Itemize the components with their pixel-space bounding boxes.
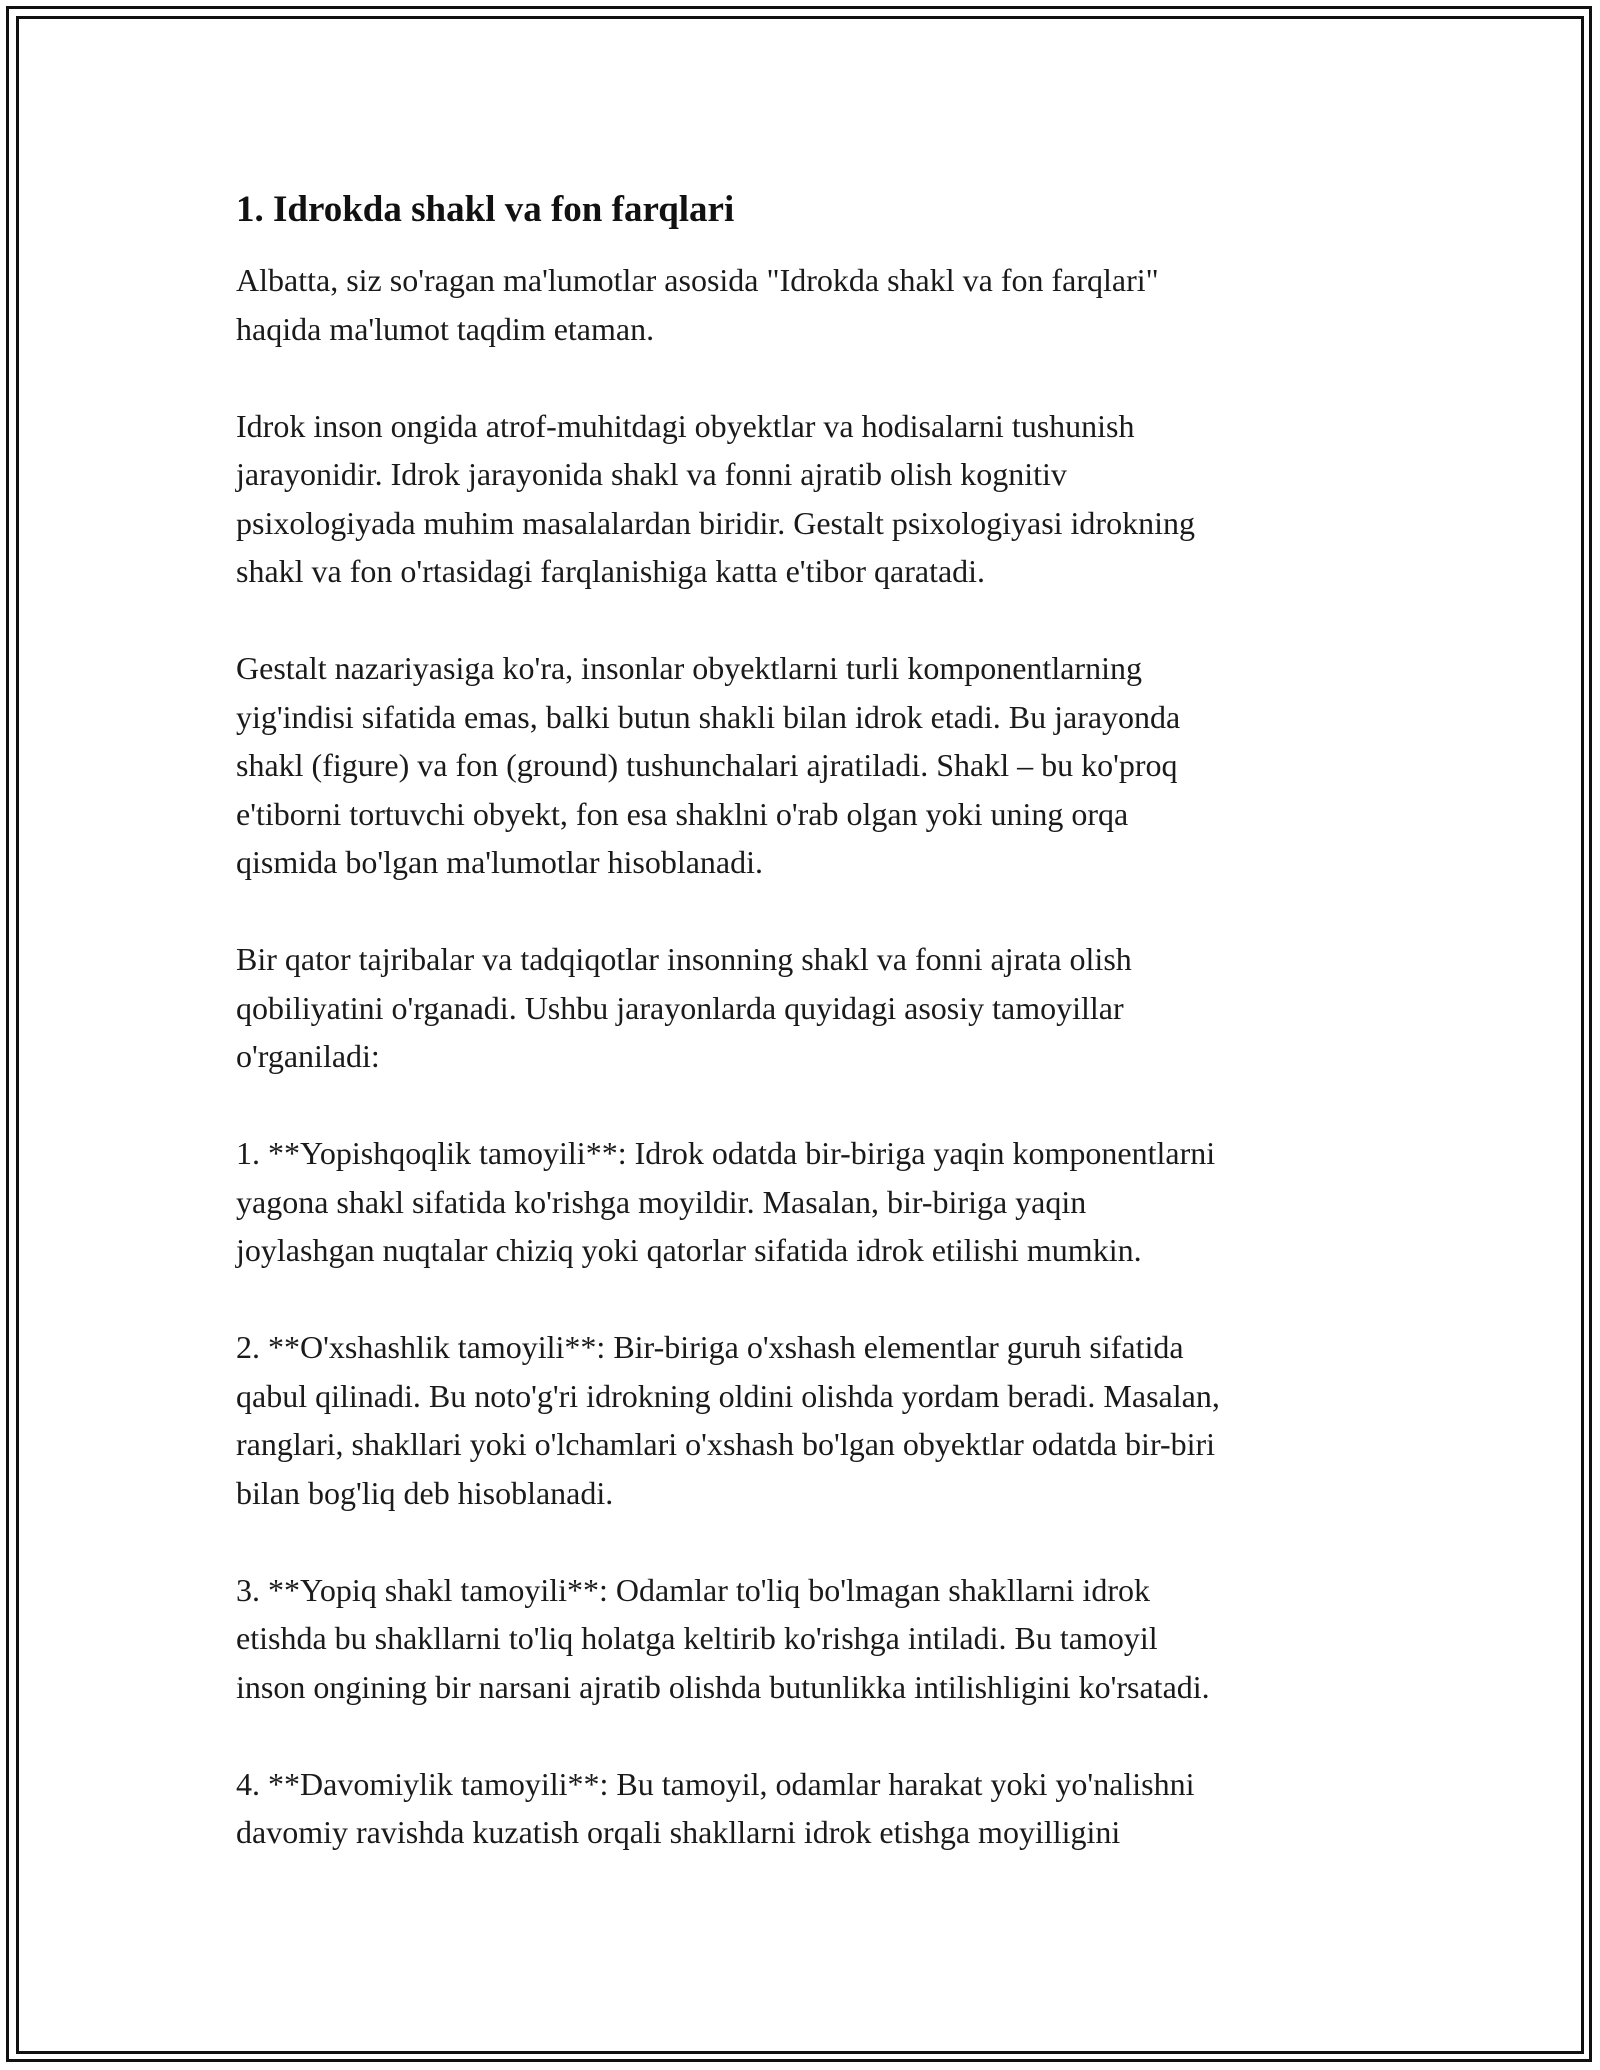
text-line: qismida bo'lgan ma'lumotlar hisoblanadi.	[236, 844, 763, 880]
text-line: jarayonidir. Idrok jarayonida shakl va fonni ajratib olish kognitiv	[236, 456, 1067, 492]
text-line: 2. **O'xshashlik tamoyili**: Bir-biriga o'xshash elementlar guruh sifatida	[236, 1329, 1184, 1365]
text-line: e'tiborni tortuvchi obyekt, fon esa shaklni o'rab olgan yoki uning orqa	[236, 795, 1129, 832]
text-line: psixologiyada muhim masalalardan biridir. Gestalt psixologiyasi idrokning	[236, 504, 1195, 541]
list-item-principle-1	[236, 1129, 1376, 1275]
text-line: 3. **Yopiq shakl tamoyili**: Odamlar to'liq bo'lmagan shakllarni idrok	[236, 1571, 1150, 1608]
text-line: ranglari, shakllari yoki o'lchamlari o'xshash bo'lgan obyektlar odatda bir-biri	[236, 1426, 1216, 1462]
list-item-principle-2	[236, 1323, 1376, 1517]
text-line: Albatta, siz so'ragan ma'lumotlar asosida "Idrokda shakl va fon farqlari"	[236, 262, 1159, 298]
text-line: qabul qilinadi. Bu noto'g'ri idrokning oldini olishda yordam beradi. Masalan,	[236, 1377, 1220, 1414]
text-line: Bir qator tajribalar va tadqiqotlar insonning shakl va fonni ajrata olish	[236, 941, 1132, 977]
text-line: yagona shakl sifatida ko'rishga moyildir. Masalan, bir-biriga yaqin	[236, 1183, 1087, 1220]
text-line: bilan bog'liq deb hisoblanadi.	[236, 1474, 614, 1511]
text-line: Gestalt nazariyasiga ko'ra, insonlar obyektlarni turli komponentlarning	[236, 650, 1142, 686]
text-line: o'rganiladi:	[236, 1038, 380, 1074]
text-line: qobiliyatini o'rganadi. Ushbu jarayonlarda quyidagi asosiy tamoyillar	[236, 989, 1124, 1026]
text-line: haqida ma'lumot taqdim etaman.	[236, 310, 655, 347]
text-line: shakl (figure) va fon (ground) tushunchalari ajratiladi. Shakl – bu ko'proq	[236, 747, 1178, 783]
text-line: inson ongining bir narsani ajratib olishda butunlikka intilishligini ko'rsatadi.	[236, 1668, 1210, 1705]
document-body	[236, 186, 1376, 1905]
list-item-principle-3	[236, 1566, 1376, 1712]
paragraph-research-intro	[236, 935, 1376, 1081]
text-line: joylashgan nuqtalar chiziq yoki qatorlar sifatida idrok etilishi mumkin.	[236, 1232, 1142, 1268]
text-line: 1. **Yopishqoqlik tamoyili**: Idrok odatda bir-biriga yaqin komponentlarni	[236, 1135, 1216, 1171]
text-line: 4. **Davomiylik tamoyili**: Bu tamoyil, odamlar harakat yoki yo'nalishni	[236, 1765, 1195, 1802]
section-heading: 1. Idrokda shakl va fon farqlari	[236, 189, 735, 230]
text-line: etishda bu shakllarni to'liq holatga keltirib ko'rishga intiladi. Bu tamoyil	[236, 1620, 1158, 1656]
list-item-principle-4	[236, 1760, 1376, 1857]
text-line: davomiy ravishda kuzatish orqali shakllarni idrok etishga moyilligini	[236, 1814, 1121, 1850]
paragraph-gestalt-theory	[236, 644, 1376, 887]
paragraph-idrok-definition	[236, 402, 1376, 596]
text-line: Idrok inson ongida atrof-muhitdagi obyektlar va hodisalarni tushunish	[236, 407, 1135, 444]
paragraph-intro	[236, 256, 1376, 353]
text-line: yig'indisi sifatida emas, balki butun shakli bilan idrok etadi. Bu jarayonda	[236, 698, 1181, 735]
text-line: shakl va fon o'rtasidagi farqlanishiga katta e'tibor qaratadi.	[236, 553, 986, 589]
